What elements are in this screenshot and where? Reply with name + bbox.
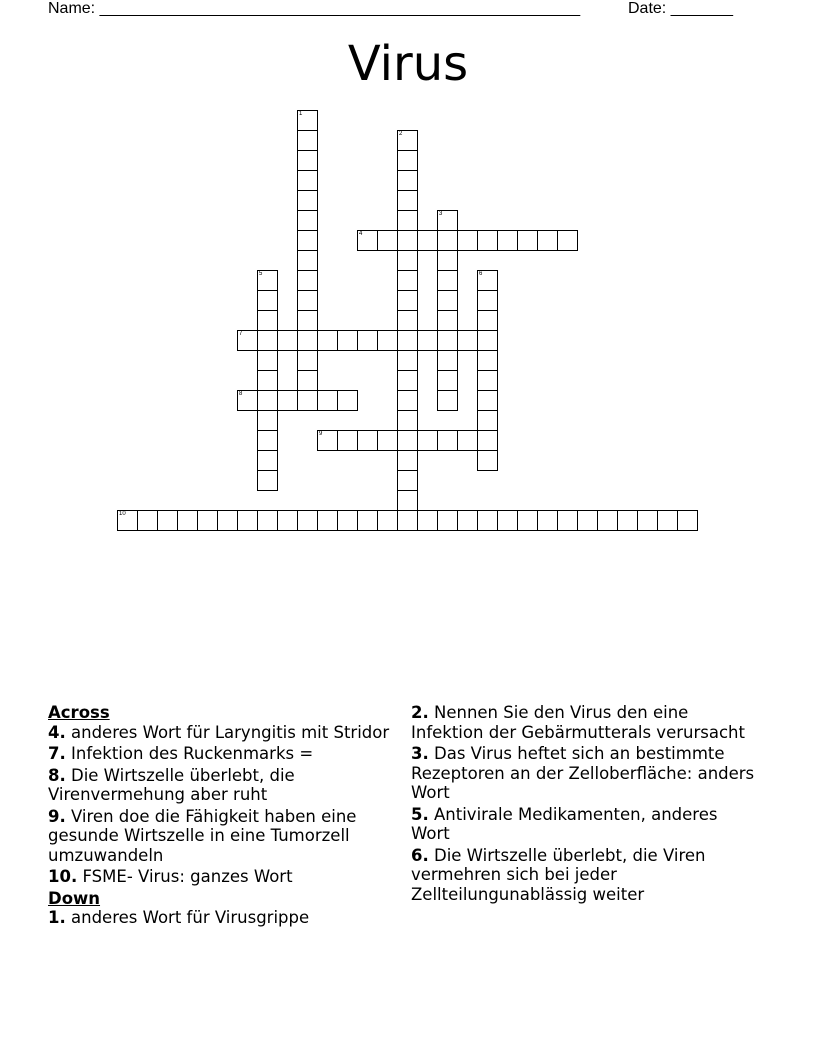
cell-number: 10 [119,511,126,517]
crossword-cell[interactable] [477,510,498,531]
crossword-cell[interactable] [297,170,318,191]
crossword-cell[interactable] [237,390,258,411]
crossword-cell[interactable] [257,510,278,531]
crossword-cell[interactable] [437,290,458,311]
cell-number: 7 [239,331,243,337]
crossword-cell[interactable] [257,390,278,411]
clue-across-9: 9. Viren doe die Fähigkeit haben eine gesunde Wirtszelle in eine Tumorzell umzuwandeln [48,806,357,865]
crossword-cell[interactable] [537,510,558,531]
crossword-cell[interactable] [357,510,378,531]
clue-across-8: 8. Die Wirtszelle überlebt, die Virenvermehung aber ruht [48,765,295,804]
crossword-cell[interactable] [117,510,138,531]
crossword-cell[interactable] [297,230,318,251]
crossword-cell[interactable] [417,330,438,351]
crossword-cell[interactable] [397,450,418,471]
crossword-cell[interactable] [397,230,418,251]
crossword-cell[interactable] [317,430,338,451]
crossword-cell[interactable] [337,430,358,451]
crossword-cell[interactable] [397,390,418,411]
crossword-cell[interactable] [477,350,498,371]
crossword-cell[interactable] [437,370,458,391]
cell-number: 5 [259,271,263,277]
crossword-cell[interactable] [477,330,498,351]
clue-down-6: 6. Die Wirtszelle überlebt, die Viren vermehren sich bei jeder Zellteilungunablässig weiter [411,845,706,904]
crossword-cell[interactable] [477,270,498,291]
crossword-cell[interactable] [537,230,558,251]
crossword-cell[interactable] [297,110,318,131]
clue-down-2: 2. Nennen Sie den Virus den eine Infektion der Gebärmutterals verursacht [411,703,745,742]
across-heading: Across [48,703,110,722]
crossword-cell[interactable] [417,510,438,531]
crossword-cell[interactable] [237,330,258,351]
crossword-cell[interactable] [377,430,398,451]
crossword-cell[interactable] [517,510,538,531]
crossword-cell[interactable] [177,510,198,531]
crossword-cell[interactable] [277,390,298,411]
down-heading: Down [48,888,101,908]
crossword-cell[interactable] [637,510,658,531]
crossword-cell[interactable] [337,390,358,411]
crossword-cell[interactable] [597,510,618,531]
crossword-cell[interactable] [397,510,418,531]
clue-down-3: 3. Das Virus heftet sich an bestimmte Rezeptoren an der Zelloberfläche: anders Wort [411,744,755,802]
cell-number: 3 [439,211,443,217]
cell-number: 6 [479,271,483,277]
crossword-cell[interactable] [277,330,298,351]
crossword-cell[interactable] [497,510,518,531]
crossword-cell[interactable] [477,430,498,451]
crossword-cell[interactable] [317,510,338,531]
crossword-cell[interactable] [557,230,578,251]
crossword-cell[interactable] [197,510,218,531]
crossword-cell[interactable] [437,430,458,451]
crossword-cell[interactable] [557,510,578,531]
cell-number: 2 [399,131,403,137]
crossword-cell[interactable] [397,250,418,271]
crossword-cell[interactable] [297,330,318,351]
crossword-cell[interactable] [397,270,418,291]
cell-number: 9 [319,431,323,437]
crossword-cell[interactable] [397,350,418,371]
crossword-cell[interactable] [477,290,498,311]
crossword-cell[interactable] [457,230,478,251]
crossword-cell[interactable] [297,350,318,371]
crossword-cell[interactable] [477,390,498,411]
crossword-cell[interactable] [217,510,238,531]
crossword-cell[interactable] [417,430,438,451]
cell-number: 1 [299,111,303,117]
crossword-cell[interactable] [257,450,278,471]
crossword-cell[interactable] [377,330,398,351]
crossword-cell[interactable] [357,330,378,351]
crossword-cell[interactable] [257,370,278,391]
crossword-cell[interactable] [397,130,418,151]
crossword-cell[interactable] [297,370,318,391]
crossword-cell[interactable] [497,230,518,251]
crossword-cell[interactable] [397,190,418,211]
crossword-cell[interactable] [397,470,418,491]
crossword-cell[interactable] [577,510,598,531]
clue-across-10: 10. FSME- Virus: ganzes Wort [48,867,293,886]
clues-column-left [48,703,393,930]
crossword-cell[interactable] [257,270,278,291]
crossword-cell[interactable] [477,450,498,471]
crossword-cell[interactable] [397,490,418,511]
crossword-cell[interactable] [257,470,278,491]
crossword-cell[interactable] [357,430,378,451]
crossword-cell[interactable] [437,310,458,331]
crossword-cell[interactable] [477,230,498,251]
crossword-cell[interactable] [257,410,278,431]
crossword-cell[interactable] [397,210,418,231]
clue-down-5: 5. Antivirale Medikamenten, anderes Wort [411,804,718,843]
crossword-cell[interactable] [437,350,458,371]
crossword-cell[interactable] [277,510,298,531]
crossword-cell[interactable] [397,310,418,331]
crossword-cell[interactable] [617,510,638,531]
crossword-cell[interactable] [357,230,378,251]
crossword-cell[interactable] [337,510,358,531]
crossword-cell[interactable] [377,230,398,251]
crossword-cell[interactable] [297,510,318,531]
crossword-cell[interactable] [657,510,678,531]
crossword-cell[interactable] [257,430,278,451]
crossword-cell[interactable] [257,290,278,311]
crossword-cell[interactable] [397,290,418,311]
crossword-cell[interactable] [297,310,318,331]
crossword-cell[interactable] [237,510,258,531]
name-field-label[interactable]: Name: ______________________________________________________ [48,0,581,17]
crossword-cell[interactable] [397,430,418,451]
crossword-cell[interactable] [457,330,478,351]
crossword-cell[interactable] [477,310,498,331]
page-title: Virus [347,36,469,92]
clue-across-4: 4. anderes Wort für Laryngitis mit Stridor [48,722,390,742]
crossword-cell[interactable] [457,510,478,531]
date-field-label[interactable]: Date: _______ [628,0,733,17]
clue-across-7: 7. Infektion des Ruckenmarks = [48,744,314,763]
crossword-cell[interactable] [677,510,698,531]
crossword-cell[interactable] [397,170,418,191]
crossword-cell[interactable] [257,350,278,371]
crossword-cell[interactable] [397,330,418,351]
crossword-cell[interactable] [437,510,458,531]
crossword-cell[interactable] [377,510,398,531]
crossword-cell[interactable] [297,390,318,411]
crossword-cell[interactable] [297,130,318,151]
crossword-cell[interactable] [397,150,418,171]
crossword-cell[interactable] [257,330,278,351]
crossword-cell[interactable] [297,250,318,271]
clue-down-1: 1. anderes Wort für Virusgrippe [48,908,310,927]
crossword-cell[interactable] [437,210,458,231]
crossword-cell[interactable] [297,270,318,291]
crossword-cell[interactable] [517,230,538,251]
crossword-cell[interactable] [477,410,498,431]
crossword-cell[interactable] [437,270,458,291]
crossword-cell[interactable] [157,510,178,531]
crossword-cell[interactable] [337,330,358,351]
crossword-cell[interactable] [437,230,458,251]
crossword-cell[interactable] [437,330,458,351]
crossword-cell[interactable] [437,390,458,411]
crossword-cell[interactable] [257,310,278,331]
crossword-cell[interactable] [437,250,458,271]
crossword-cell[interactable] [397,370,418,391]
cell-number: 8 [239,391,243,397]
crossword-cell[interactable] [457,430,478,451]
crossword-cell[interactable] [297,290,318,311]
crossword-cell[interactable] [297,150,318,171]
crossword-cell[interactable] [397,410,418,431]
crossword-cell[interactable] [137,510,158,531]
crossword-cell[interactable] [417,230,438,251]
crossword-cell[interactable] [317,390,338,411]
crossword-cell[interactable] [297,210,318,231]
cell-number: 4 [359,231,363,237]
crossword-cell[interactable] [317,330,338,351]
clues-column-right [411,703,756,906]
crossword-cell[interactable] [297,190,318,211]
crossword-cell[interactable] [477,370,498,391]
